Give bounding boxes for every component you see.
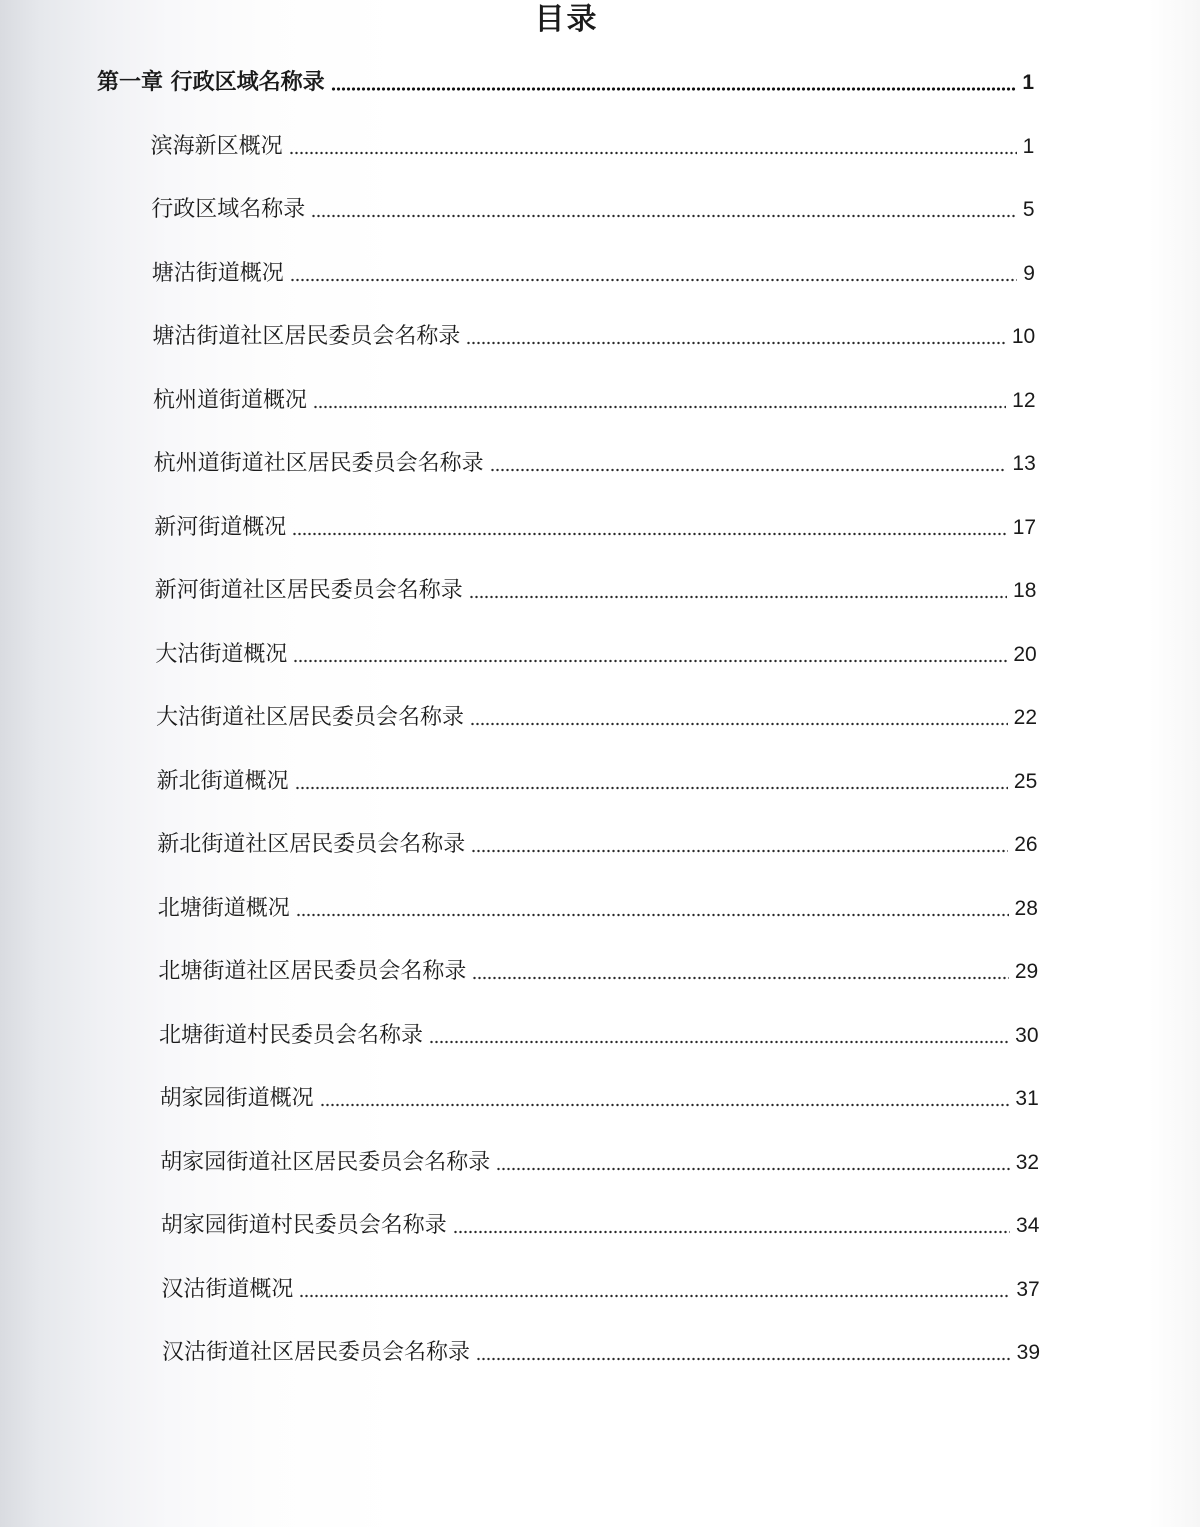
toc-entry-page-number: 37 — [1016, 1277, 1040, 1301]
toc-entry-page-number: 25 — [1013, 769, 1038, 793]
ghost-marks — [86, 390, 146, 1350]
dot-leader — [313, 405, 1006, 409]
dot-leader — [299, 1294, 1010, 1298]
toc-entry-page-number: 32 — [1015, 1150, 1040, 1174]
toc-entry-label: 北塘街道村民委员会名称录 — [159, 1022, 424, 1048]
toc-entry[interactable] — [160, 1148, 1039, 1178]
toc-entry-label: 杭州道街道社区居民委员会名称录 — [153, 451, 484, 476]
toc-entry-label: 第一章 行政区域名称录 — [97, 70, 325, 95]
toc-entry[interactable] — [154, 513, 1036, 543]
toc-entry-label: 北塘街道概况 — [157, 895, 290, 921]
toc-entry-page-number: 10 — [1011, 325, 1036, 348]
dot-leader — [295, 786, 1008, 790]
page-title: 目录 — [534, 2, 599, 37]
dot-leader — [471, 849, 1008, 853]
toc-entry-page-number: 12 — [1012, 388, 1036, 412]
toc-entry-page-number: 13 — [1012, 452, 1036, 475]
toc-entry[interactable] — [157, 767, 1038, 797]
toc-entry-page-number: 20 — [1013, 642, 1037, 666]
toc-entry[interactable] — [153, 386, 1036, 416]
dot-leader — [320, 1103, 1010, 1107]
toc-entry-label: 新北街道社区居民委员会名称录 — [157, 832, 466, 857]
toc-entry-label: 胡家园街道社区居民委员会名称录 — [160, 1149, 491, 1175]
toc-entry-label: 行政区域名称录 — [151, 197, 306, 222]
dot-leader — [496, 1167, 1010, 1171]
toc-entry[interactable] — [155, 640, 1036, 670]
dot-leader — [311, 214, 1017, 218]
toc-entry-label: 大沽街道社区居民委员会名称录 — [156, 705, 465, 730]
dot-leader — [293, 659, 1007, 663]
toc-entry-label: 新河街道概况 — [154, 514, 287, 540]
toc-entry-label: 胡家园街道村民委员会名称录 — [160, 1213, 447, 1238]
dot-leader — [292, 532, 1007, 536]
toc-entry-label: 汉沽街道社区居民委员会名称录 — [162, 1340, 471, 1365]
toc-entry[interactable] — [152, 259, 1035, 289]
toc-entry-page-number: 28 — [1014, 896, 1038, 920]
toc-entry[interactable] — [156, 703, 1037, 733]
toc-entry[interactable] — [162, 1338, 1040, 1368]
toc-entry[interactable] — [161, 1275, 1039, 1305]
toc-entry[interactable] — [158, 894, 1038, 924]
toc-entry-label: 杭州道街道概况 — [153, 387, 308, 413]
toc-entry-label: 滨海新区概况 — [150, 133, 283, 159]
toc-entry-page-number: 18 — [1013, 579, 1037, 602]
toc-entry-label: 大沽街道概况 — [155, 641, 288, 667]
toc-entry-page-number: 30 — [1015, 1023, 1039, 1047]
toc-entry-page-number: 17 — [1012, 515, 1037, 539]
dot-leader — [490, 468, 1007, 472]
toc-entry-page-number: 1 — [1022, 134, 1035, 158]
toc-entry[interactable] — [160, 1084, 1039, 1114]
toc-entry[interactable] — [152, 322, 1035, 352]
toc-entry-label: 胡家园街道概况 — [159, 1086, 314, 1111]
toc-entry[interactable] — [161, 1211, 1040, 1241]
toc-entry-page-number: 31 — [1015, 1087, 1039, 1110]
toc-entry[interactable] — [159, 1021, 1039, 1051]
toc-entry-page-number: 29 — [1014, 960, 1039, 983]
toc-entry[interactable] — [157, 830, 1037, 860]
toc-entry-label: 汉沽街道概况 — [161, 1276, 294, 1302]
dot-leader — [453, 1230, 1010, 1234]
toc-entry[interactable] — [155, 576, 1037, 606]
toc-chapter-entry[interactable] — [97, 68, 1034, 98]
toc-entry-page-number: 26 — [1014, 833, 1038, 856]
toc-entry-label: 新河街道社区居民委员会名称录 — [154, 578, 463, 603]
toc-entry[interactable] — [158, 957, 1038, 987]
toc-entry-label: 塘沽街道概况 — [151, 260, 284, 286]
toc-entry-page-number: 34 — [1016, 1214, 1040, 1237]
toc-entry-page-number: 39 — [1016, 1341, 1040, 1364]
toc-entry-label: 北塘街道社区居民委员会名称录 — [158, 959, 467, 984]
dot-leader — [290, 278, 1017, 282]
toc-entry-page-number: 9 — [1023, 261, 1035, 285]
dot-leader — [466, 341, 1005, 345]
toc-entry-page-number: 5 — [1022, 198, 1035, 221]
dot-leader — [429, 1040, 1009, 1044]
dot-leader — [476, 1357, 1011, 1361]
dot-leader — [331, 87, 1017, 91]
dot-leader — [469, 595, 1007, 599]
dot-leader — [472, 976, 1008, 980]
toc-entry-label: 新北街道概况 — [156, 768, 289, 794]
dot-leader — [289, 151, 1017, 155]
toc-entry-page-number: 1 — [1022, 71, 1034, 94]
toc-entry-page-number: 22 — [1013, 706, 1037, 729]
toc-entry[interactable] — [154, 449, 1036, 479]
dot-leader — [470, 722, 1008, 726]
toc-entry[interactable] — [151, 132, 1035, 162]
toc-entry-label: 塘沽街道社区居民委员会名称录 — [152, 324, 461, 349]
dot-leader — [296, 913, 1009, 917]
toc-entry[interactable] — [151, 195, 1034, 225]
